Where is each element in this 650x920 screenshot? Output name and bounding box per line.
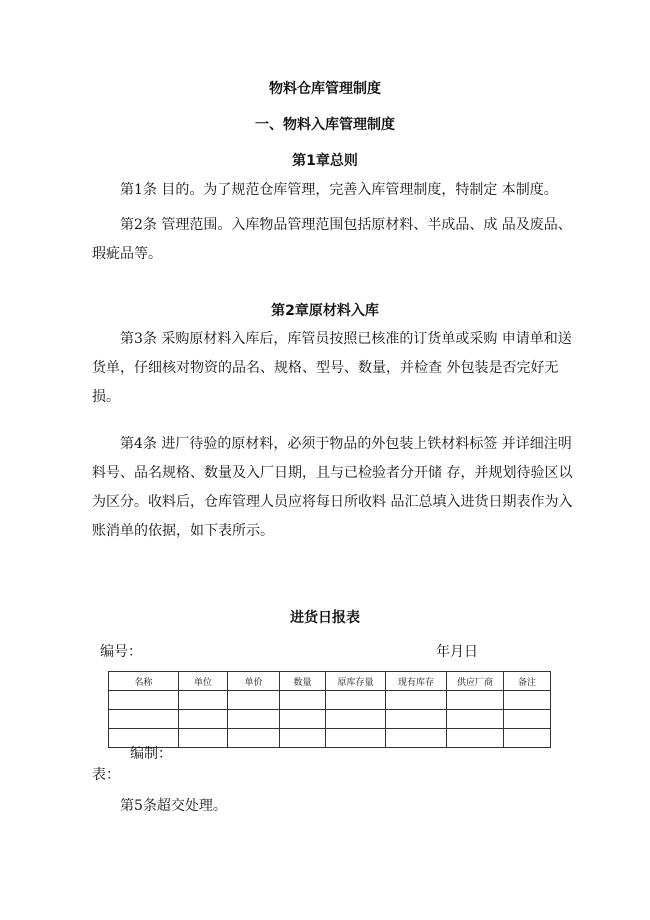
table-cell <box>228 691 280 710</box>
table-cell <box>447 691 504 710</box>
report-title: 进货日报表 <box>290 610 360 626</box>
table-row <box>109 691 551 710</box>
table-label: 表： <box>92 767 120 783</box>
table-cell <box>228 729 280 748</box>
table-cell <box>228 710 280 729</box>
column-header: 现有库存 <box>386 672 447 691</box>
table-cell <box>109 710 179 729</box>
table-cell <box>386 729 447 748</box>
report-number-label: 编号： <box>100 644 142 660</box>
table-cell <box>179 710 228 729</box>
article-3: 第3条 采购原材料入库后，库管员按照已核准的订货单或采购 申请单和送货单，仔细核对物资的品名、规格、型号、数量，并检查 外包装是否完好无损。 <box>92 331 572 405</box>
section-heading: 一、物料入库管理制度 <box>255 117 395 133</box>
column-header: 供应厂商 <box>447 672 504 691</box>
table-cell <box>386 691 447 710</box>
table-cell <box>280 691 326 710</box>
chapter2-heading: 第2章原材料入库 <box>271 303 379 319</box>
article-2: 第2条 管理范围。入库物品管理范围包括原材料、半成品、成 品及废品、瑕疵品等。 <box>92 217 572 262</box>
table-cell <box>386 710 447 729</box>
column-header: 单位 <box>179 672 228 691</box>
column-header: 单价 <box>228 672 280 691</box>
table-cell <box>326 710 386 729</box>
table-cell <box>504 710 551 729</box>
document-title: 物料仓库管理制度 <box>269 81 381 97</box>
article-1: 第1条 目的。为了规范仓库管理，完善入库管理制度，特制定 本制度。 <box>120 182 558 198</box>
column-header: 备注 <box>504 672 551 691</box>
table-header-row <box>109 672 551 691</box>
table-row <box>109 710 551 729</box>
column-header: 原库存量 <box>326 672 386 691</box>
prepared-by-label: 编制： <box>130 746 172 762</box>
article-5: 第5条超交处理。 <box>120 798 227 814</box>
table-row <box>109 729 551 748</box>
column-header: 名称 <box>109 672 179 691</box>
table-cell <box>109 691 179 710</box>
table-cell <box>280 710 326 729</box>
column-header: 数量 <box>280 672 326 691</box>
table-cell <box>326 691 386 710</box>
incoming-goods-table <box>108 671 551 748</box>
table-cell <box>447 710 504 729</box>
chapter1-heading: 第1章总则 <box>292 153 358 169</box>
table-cell <box>179 729 228 748</box>
table-cell <box>447 729 504 748</box>
table-cell <box>179 691 228 710</box>
article-4: 第4条 进厂待验的原材料，必须于物品的外包装上铁材料标签 并详细注明料号、品名规格、数量及入厂日期，且与已检验者分开储 存，并规划待验区以为区分。收料后，仓库管理人员应将每日所收料 品汇总填入进货日期表作为入账消单的依据，如下表所示。 <box>92 436 573 539</box>
table-cell <box>504 729 551 748</box>
table-cell <box>280 729 326 748</box>
table-cell <box>504 691 551 710</box>
report-date-label: 年月日 <box>436 644 478 660</box>
table-cell <box>326 729 386 748</box>
